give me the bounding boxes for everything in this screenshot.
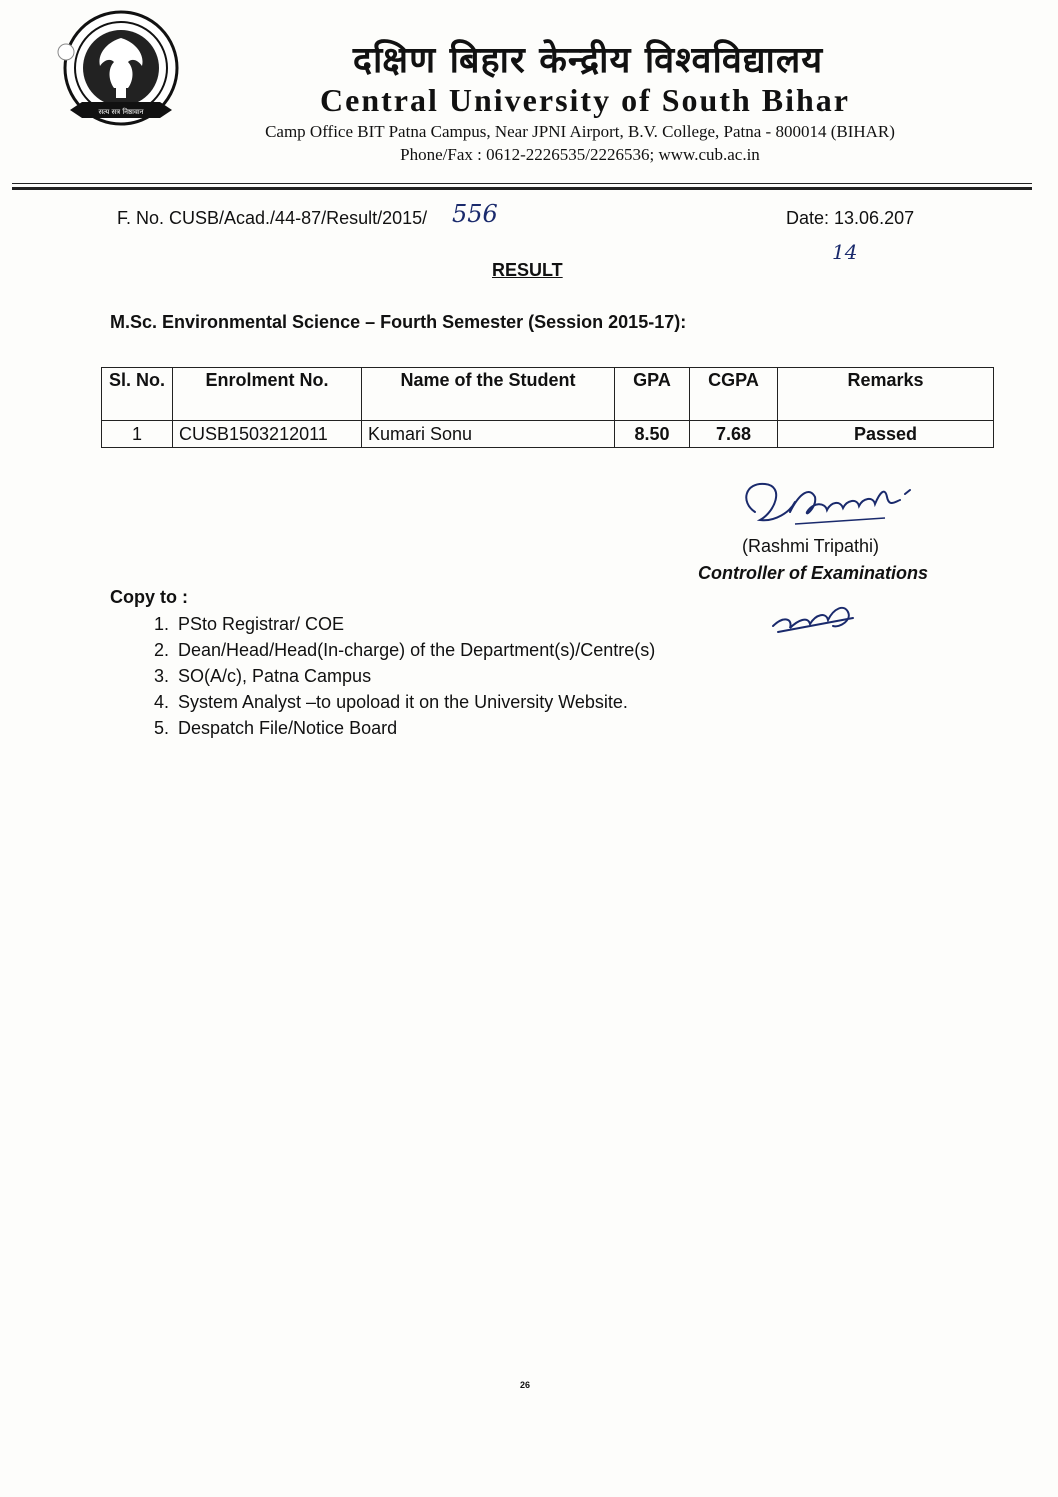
signatory-name: (Rashmi Tripathi) [742,536,880,556]
list-item: 3. SO(A/c), Patna Campus [174,663,655,689]
university-address: Camp Office BIT Patna Campus, Near JPNI Airport, B.V. College, Patna - 800014 (BIHAR) [265,122,895,141]
cell-remarks: Passed [778,421,994,448]
cell-student-name: Kumari Sonu [362,421,615,448]
date-correction-handwritten: 14 [832,240,858,264]
col-sl-no: Sl. No. [102,368,173,421]
cell-cgpa: 7.68 [690,421,778,448]
file-number: F. No. CUSB/Acad./44-87/Result/2015/ [117,208,428,228]
university-logo-icon [52,10,190,136]
col-remarks: Remarks [778,368,994,421]
cell-enrolment: CUSB1503212011 [173,421,362,448]
signature-icon [735,472,935,542]
col-gpa: GPA [615,368,690,421]
svg-text:सत्य सत्र निष्ठावान: सत्य सत्र निष्ठावान [98,108,144,116]
file-number-handwritten: 556 [452,200,498,228]
list-item: 2. Dean/Head/Head(In-charge) of the Department(s)/Centre(s) [174,637,655,663]
header-divider-thick [12,187,1032,190]
page-number: 26 [520,1380,531,1390]
university-contact: Phone/Fax : 0612-2226535/2226536; www.cub.ac.in [400,145,760,164]
list-item: 4. System Analyst –to upoload it on the University Website. [174,689,655,715]
copy-to-list [136,611,655,741]
copy-to-heading: Copy to : [110,587,188,607]
document-date: Date: 13.06.207 [786,208,915,228]
result-heading: RESULT [492,260,563,280]
col-cgpa: CGPA [690,368,778,421]
col-enrolment: Enrolment No. [173,368,362,421]
list-item: 1. PSto Registrar/ COE [174,611,655,637]
result-table [101,367,994,448]
university-name-hindi: दक्षिण बिहार केन्द्रीय विश्वविद्यालय [352,40,824,81]
header-divider-thin [12,183,1032,184]
table-header-row [102,368,994,421]
initials-icon [768,598,863,638]
cell-sl-no: 1 [102,421,173,448]
list-item: 5. Despatch File/Notice Board [174,715,655,741]
program-title: M.Sc. Environmental Science – Fourth Semester (Session 2015-17): [110,312,687,332]
col-student-name: Name of the Student [362,368,615,421]
cell-gpa: 8.50 [615,421,690,448]
university-name-english: Central University of South Bihar [320,82,850,118]
signatory-designation: Controller of Examinations [698,563,929,583]
table-row [102,421,994,448]
